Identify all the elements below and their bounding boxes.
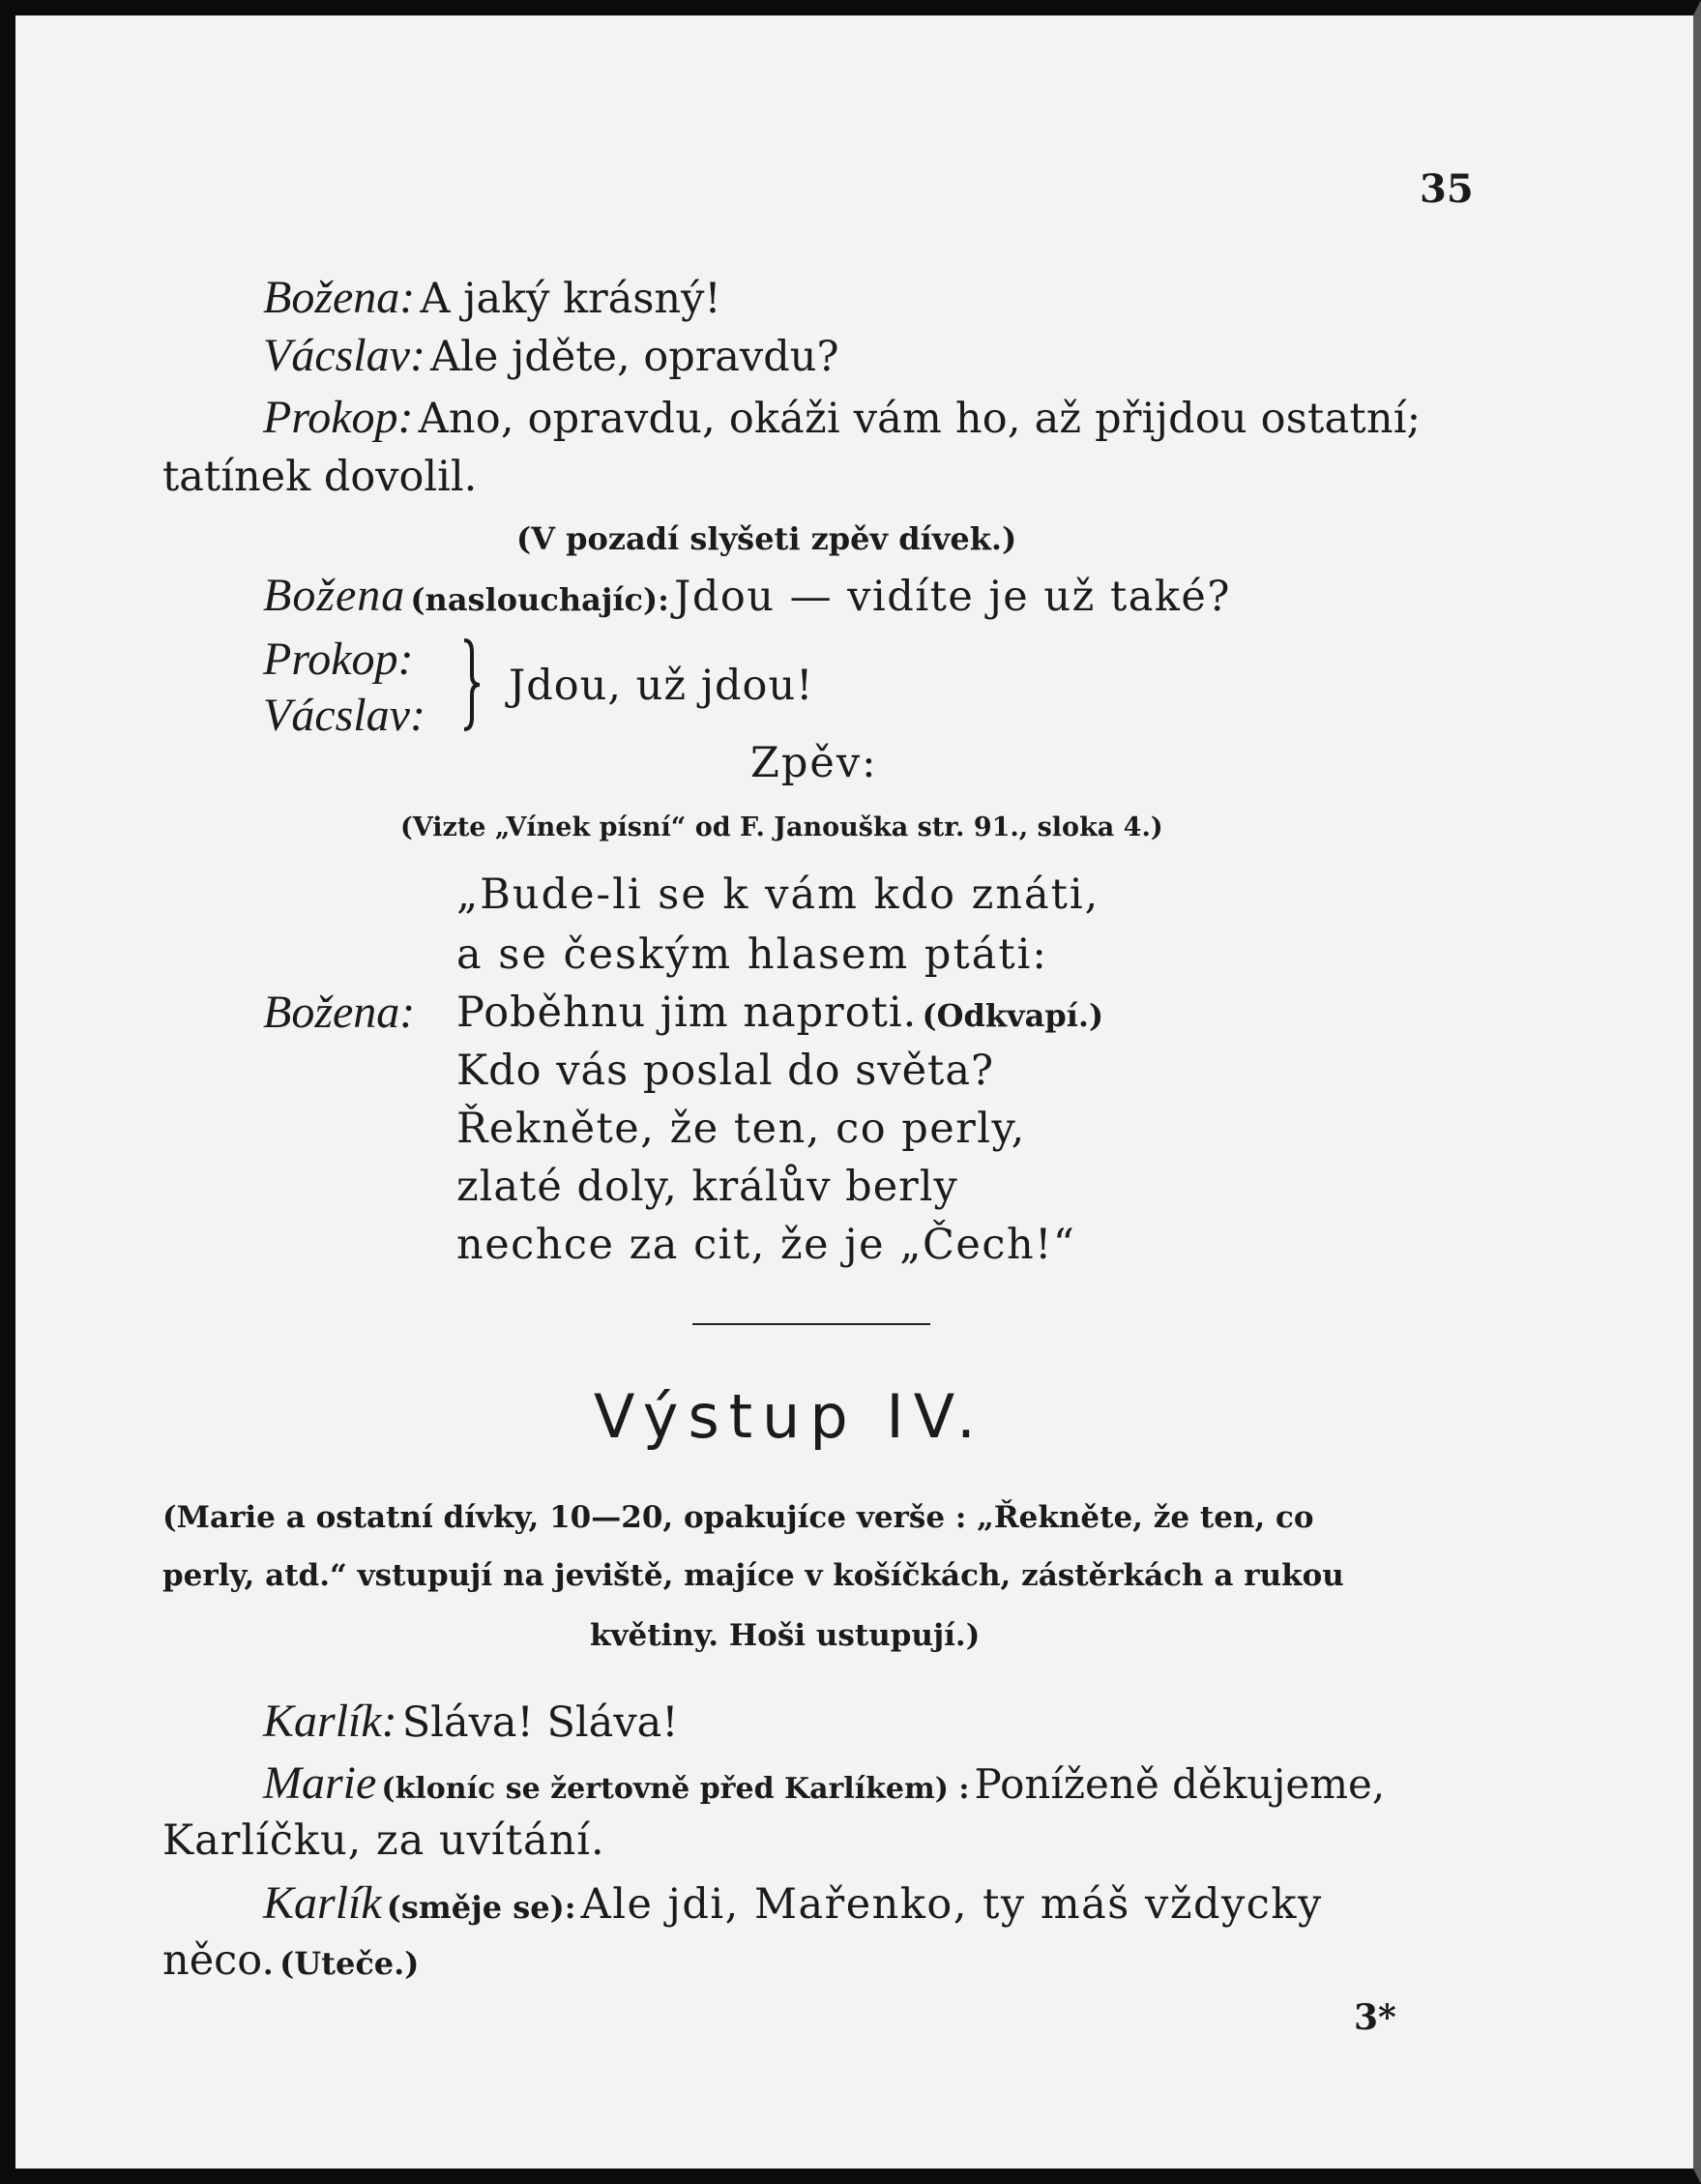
karlik-line-1-text: Sláva! Sláva! bbox=[401, 1698, 679, 1747]
speaker-bozena: Božena: bbox=[263, 272, 416, 323]
page-number: 35 bbox=[1420, 166, 1474, 212]
section-divider bbox=[692, 1323, 930, 1325]
karlik-line-3 bbox=[162, 1936, 420, 1985]
karlik-line-3-text: něco. bbox=[162, 1936, 276, 1985]
verse-line-3 bbox=[456, 989, 1104, 1037]
speaker-vacslav: Vácslav: bbox=[263, 330, 425, 381]
speaker-bozena: Božena bbox=[263, 570, 406, 621]
speaker-prokop: Prokop: bbox=[263, 634, 414, 685]
karlik-line-2-direction: (směje se): bbox=[386, 1889, 576, 1926]
marie-line-1-text: Poníženě děkujeme, bbox=[974, 1760, 1386, 1808]
line-2-text: Ale jděte, opravdu? bbox=[430, 333, 839, 381]
marie-line-1-direction: (kloníc se žertovně před Karlíkem) : bbox=[381, 1772, 970, 1806]
karlik-line-2-text: Ale jdi, Mařenko, ty máš vždycky bbox=[580, 1880, 1323, 1929]
line-6 bbox=[263, 570, 1231, 621]
speaker-karlik: Karlík bbox=[263, 1877, 382, 1929]
verse-line-5: Řekněte, že ten, co perly, bbox=[456, 1105, 1026, 1153]
marie-line-1 bbox=[263, 1757, 1386, 1809]
line-1-text: A jaký krásný! bbox=[420, 275, 721, 323]
verse-line-1: „Bude-li se k vám kdo znáti, bbox=[456, 871, 1100, 919]
line-6-text: Jdou — vidíte je už také? bbox=[674, 573, 1231, 621]
karlik-line-3-direction: (Uteče.) bbox=[279, 1945, 420, 1982]
scene-direction-line-3: květiny. Hoši ustupují.) bbox=[590, 1618, 981, 1653]
verse-line-7: nechce za cit, že je „Čech!“ bbox=[456, 1221, 1076, 1269]
speaker-vacslav: Vácslav: bbox=[263, 690, 425, 741]
signature-mark: 3* bbox=[1354, 1997, 1396, 2038]
line-3 bbox=[263, 392, 1422, 443]
scene-direction-line-1: (Marie a ostatní dívky, 10—20, opakujíce verše : „Řekněte, že ten, co bbox=[162, 1500, 1314, 1535]
line-1 bbox=[263, 272, 721, 323]
karlik-line-2 bbox=[263, 1877, 1323, 1929]
verse-line-4: Kdo vás poslal do světa? bbox=[456, 1047, 995, 1095]
song-heading: Zpěv: bbox=[750, 739, 878, 787]
line-4-text: tatínek dovolil. bbox=[162, 453, 478, 501]
speaker-prokop: Prokop: bbox=[263, 392, 414, 443]
stage-direction-background-singing: (V pozadí slyšeti zpěv dívek.) bbox=[516, 520, 1017, 557]
karlik-line-1 bbox=[263, 1698, 679, 1745]
line-2 bbox=[263, 330, 839, 381]
verse-line-2: a se českým hlasem ptáti: bbox=[456, 930, 1048, 979]
scene-direction-line-2: perly, atd.“ vstupují na jeviště, majíce v košíčkách, zástěrkách a rukou bbox=[162, 1558, 1344, 1593]
scene-title: Výstup IV. bbox=[594, 1381, 985, 1452]
speaker-marie: Marie bbox=[263, 1757, 377, 1809]
verse-line-3-direction: (Odkvapí.) bbox=[922, 997, 1104, 1034]
line-6-direction: (naslouchajíc): bbox=[410, 581, 669, 618]
verse-line-6: zlaté doly, králův berly bbox=[456, 1163, 958, 1211]
song-reference: (Vizte „Vínek písní“ od F. Janouška str. 91., sloka 4.) bbox=[400, 812, 1163, 842]
line-3-text: Ano, opravdu, okáži vám ho, až přijdou ostatní; bbox=[418, 395, 1422, 443]
speaker-karlik: Karlík: bbox=[263, 1696, 397, 1747]
brace-icon bbox=[460, 638, 484, 731]
speaker-bozena: Božena: bbox=[263, 987, 416, 1038]
marie-line-2: Karlíčku, za uvítání. bbox=[162, 1816, 605, 1865]
line-7-text: Jdou, už jdou! bbox=[509, 662, 814, 710]
verse-line-3-text: Poběhnu jim naproti. bbox=[456, 989, 918, 1037]
